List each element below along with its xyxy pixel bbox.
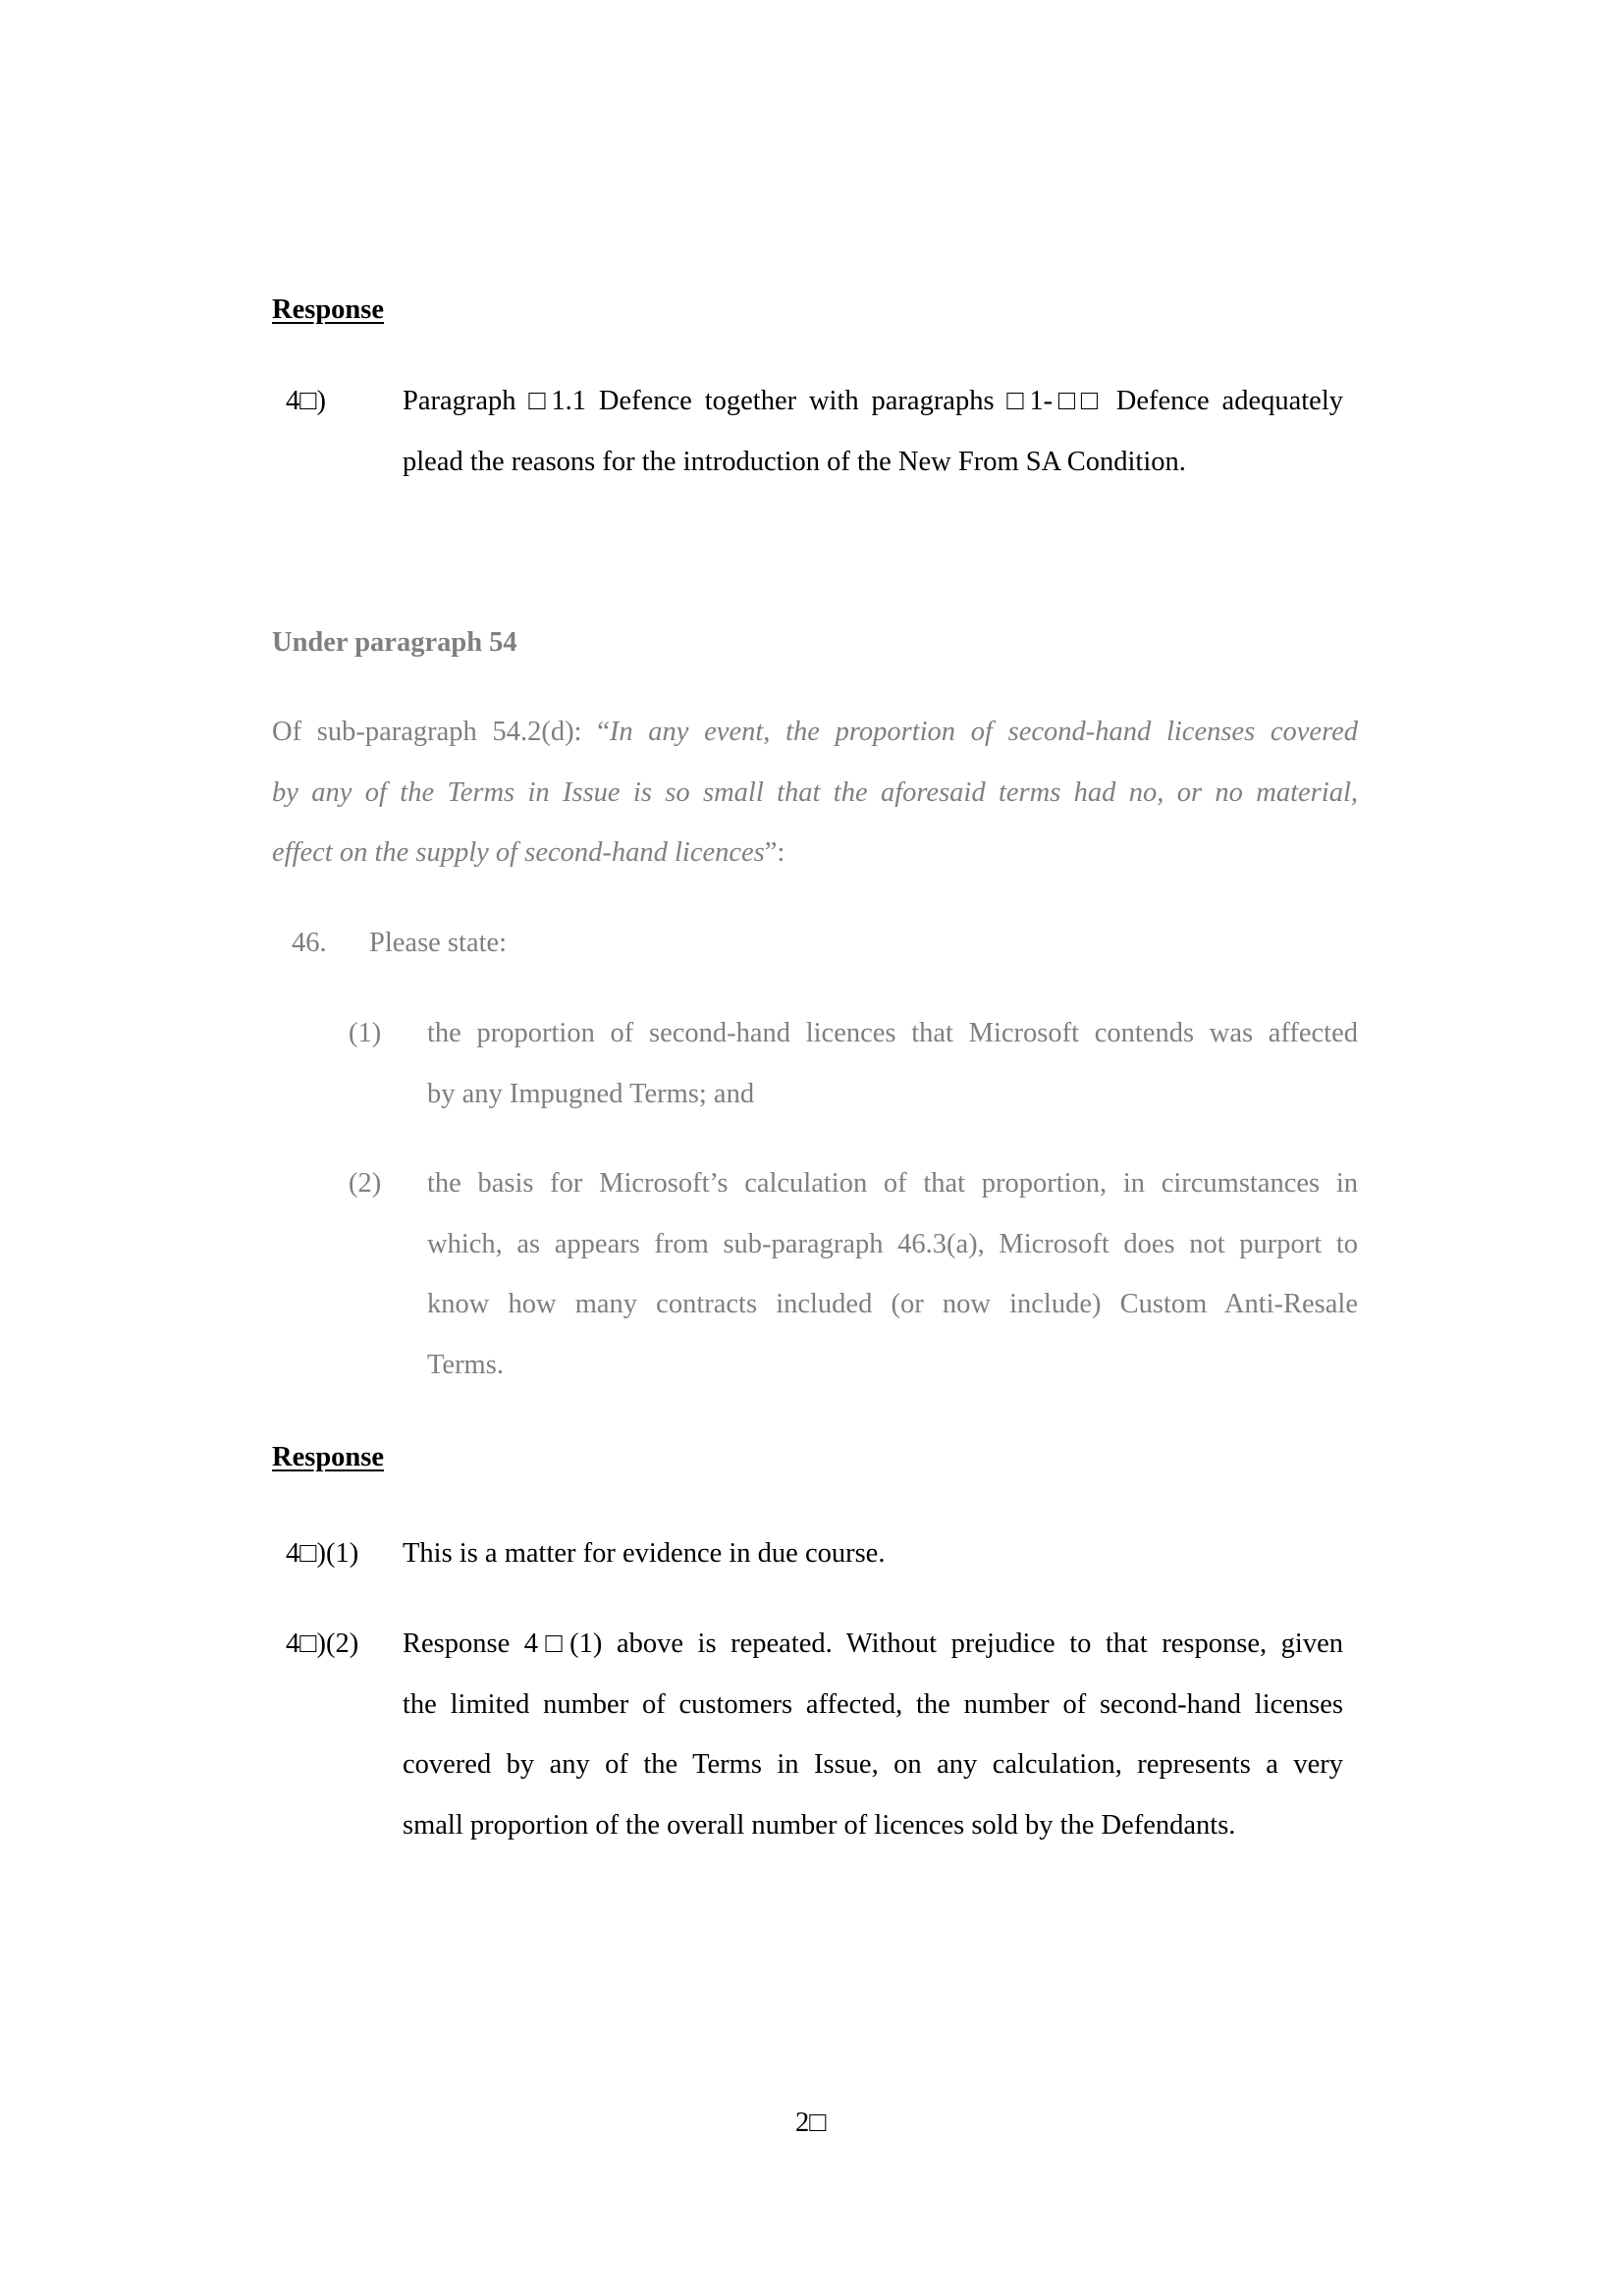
section-heading-response-2: Response xyxy=(272,1442,385,1472)
request-subitem-line: which, as appears from sub-paragraph 46.3(a), Microsoft does not purport to xyxy=(427,1228,1358,1259)
response-item-line: This is a matter for evidence in due course. xyxy=(403,1538,886,1569)
request-subitem-text xyxy=(427,1003,1358,1124)
request-subitem-line: know how many contracts included (or now include) Custom Anti-Resale xyxy=(427,1289,1358,1319)
response-item-line: the limited number of customers affected, the number of second-hand licenses xyxy=(403,1688,1343,1720)
request-intro xyxy=(272,702,1358,883)
request-intro-prefix: Of sub-paragraph 54.2(d): “ xyxy=(272,717,610,747)
request-intro-suffix: ”: xyxy=(764,837,785,868)
section-heading-response-1: Response xyxy=(272,294,385,325)
request-subitem-line: the basis for Microsoft’s calculation of that proportion, in circumstances in xyxy=(427,1168,1358,1199)
request-intro-quote: In any event, the proportion of second-hand licenses covered xyxy=(609,717,1358,747)
response-item-text xyxy=(403,1523,1343,1584)
response-item-number: 4□) xyxy=(286,386,326,416)
response-item-number: 4□)(1) xyxy=(286,1538,359,1569)
response-item-line: Response 4□(1) above is repeated. Without prejudice to that response, given xyxy=(403,1629,1343,1659)
request-number: 46. xyxy=(292,928,327,958)
request-subitem-line: by any Impugned Terms; and xyxy=(427,1078,755,1109)
request-intro-quote: by any of the Terms in Issue is so small that the aforesaid terms had no, or no material, xyxy=(272,776,1358,808)
page-number: 2□ xyxy=(795,2108,827,2138)
response-item-line: covered by any of the Terms in Issue, on any calculation, represents a very xyxy=(403,1749,1343,1780)
request-intro-quote: effect on the supply of second-hand licences xyxy=(272,837,765,868)
section-heading-under-paragraph-54: Under paragraph 54 xyxy=(272,627,517,658)
request-subitem-line: Terms. xyxy=(427,1349,504,1380)
request-intro-line-3 xyxy=(272,823,1358,883)
response-item-line: plead the reasons for the introduction of the New From SA Condition. xyxy=(403,446,1186,477)
response-item-text xyxy=(403,1614,1343,1855)
request-intro-line-2 xyxy=(272,763,1358,824)
response-item-text xyxy=(403,371,1343,492)
response-item-line: Paragraph □1.1 Defence together with paragraphs □1-□□ Defence adequately xyxy=(403,386,1343,416)
response-item-line: small proportion of the overall number of licences sold by the Defendants. xyxy=(403,1809,1236,1841)
request-subitem-number: (1) xyxy=(349,1018,382,1048)
request-label: Please state: xyxy=(369,928,508,958)
request-subitem-text xyxy=(427,1153,1358,1395)
response-item-number: 4□)(2) xyxy=(286,1629,359,1659)
request-subitem-number: (2) xyxy=(349,1168,382,1199)
request-intro-line-1 xyxy=(272,702,1358,763)
request-subitem-line: the proportion of second-hand licences that Microsoft contends was affected xyxy=(427,1018,1358,1048)
